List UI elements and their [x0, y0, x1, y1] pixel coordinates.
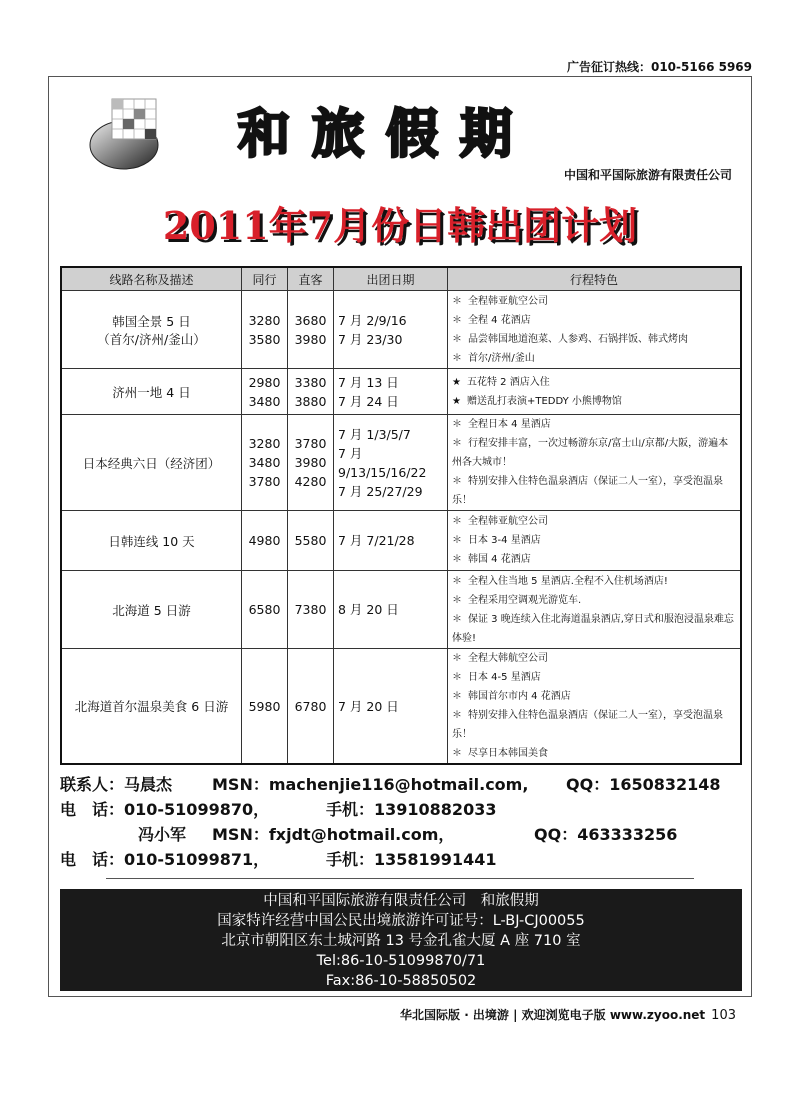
direct-price-cell-line: 3380 — [294, 374, 327, 390]
table-header-row — [61, 267, 741, 291]
header-dates: 出团日期 — [334, 267, 448, 291]
dates-cell-line: 9/13/15/16/22 — [338, 464, 427, 480]
route-cell-line: 济州一地 4 日 — [112, 384, 191, 400]
features-cell — [448, 571, 742, 649]
asterisk-bullet-icon: ＊ — [452, 594, 462, 606]
feature-text: 全程日本 4 星酒店 — [468, 419, 551, 430]
contact-row — [60, 847, 750, 872]
feature-text: 全程韩亚航空公司 — [468, 516, 548, 527]
dates-cell — [334, 571, 448, 649]
direct-price-cell-line: 3880 — [294, 393, 327, 409]
route-cell-line: 北海道首尔温泉美食 6 日游 — [74, 699, 229, 714]
feature-text: 保证 3 晚连续入住北海道温泉酒店,穿日式和服泡浸温泉难忘体验! — [452, 613, 734, 644]
peer-price-cell — [242, 291, 288, 369]
direct-price-cell-line: 3680 — [294, 312, 327, 328]
peer-price-cell-line: 2980 — [248, 374, 281, 390]
peer-price-cell-line: 6580 — [248, 602, 281, 617]
route-cell — [61, 649, 242, 765]
asterisk-bullet-icon: ＊ — [452, 516, 462, 527]
contact-name: 冯小军 — [138, 825, 187, 844]
asterisk-bullet-icon: ＊ — [452, 691, 462, 702]
direct-price-cell-line: 3980 — [294, 455, 327, 470]
feature-item — [452, 434, 736, 472]
feature-item — [452, 415, 736, 434]
peer-price-cell — [242, 511, 288, 571]
feature-text: 特别安排入住特色温泉酒店（保证二人一室），享受泡温泉乐！ — [452, 476, 723, 506]
feature-text: 特别安排入住特色温泉酒店（保证二人一室），享受泡温泉乐！ — [452, 710, 723, 740]
route-cell — [61, 571, 242, 649]
features-cell — [448, 291, 742, 369]
feature-text: 全程 4 花酒店 — [468, 314, 531, 326]
feature-item — [452, 330, 736, 349]
peer-price-cell-line: 5980 — [248, 698, 281, 714]
feature-item — [452, 668, 736, 687]
feature-item — [452, 311, 736, 330]
feature-item — [452, 550, 736, 569]
contact-qq: QQ：463333256 — [534, 825, 678, 844]
peer-price-cell — [242, 649, 288, 765]
asterisk-bullet-icon: ＊ — [452, 419, 462, 430]
feature-item — [452, 349, 736, 368]
direct-price-cell — [288, 291, 334, 369]
footer-line: 中国和平国际旅游有限责任公司 和旅假期 — [263, 893, 539, 909]
route-cell-line: 北海道 5 日游 — [112, 602, 191, 618]
direct-price-cell-line: 3780 — [294, 436, 327, 451]
contact-msn[interactable]: MSN：fxjdt@hotmail.com， — [212, 825, 455, 844]
direct-price-cell-line: 3980 — [294, 331, 327, 347]
feature-item — [452, 531, 736, 550]
route-cell-line: 日韩连线 10 天 — [108, 533, 195, 549]
dates-cell-line: 7 月 7/21/28 — [338, 533, 415, 548]
asterisk-bullet-icon: ＊ — [452, 295, 462, 307]
dates-cell — [334, 369, 448, 415]
peer-price-cell-line: 3480 — [248, 455, 281, 470]
publication-info[interactable]: 华北国际版 · 出境游 | 欢迎浏览电子版 www.zyoo.net — [400, 1008, 706, 1022]
footer-line: Fax:86-10-58850502 — [325, 973, 477, 989]
feature-text: 日本 4-5 星酒店 — [468, 672, 541, 683]
table-row — [61, 649, 741, 765]
contact-mobile: 手机：13910882033 — [326, 800, 497, 819]
direct-price-cell-line: 7380 — [294, 602, 327, 617]
asterisk-bullet-icon: ＊ — [452, 613, 462, 625]
features-cell — [448, 415, 742, 511]
asterisk-bullet-icon: ＊ — [452, 333, 462, 345]
peer-price-cell-line: 4980 — [248, 533, 281, 548]
asterisk-bullet-icon: ＊ — [452, 535, 462, 546]
tour-schedule-table — [60, 266, 742, 765]
feature-item — [452, 512, 736, 531]
feature-text: 品尝韩国地道泡菜、人参鸡、石锅拌饭、韩式烤肉 — [468, 333, 688, 345]
route-cell — [61, 415, 242, 511]
feature-text: 韩国 4 花酒店 — [468, 554, 531, 565]
dates-cell-line: 7 月 1/3/5/7 — [338, 426, 411, 442]
dates-cell-line: 8 月 20 日 — [338, 602, 399, 617]
route-cell-line: 韩国全景 5 日 — [112, 313, 191, 329]
peer-price-cell — [242, 571, 288, 649]
page-title: 2011年7月份日韩出团计划 — [162, 203, 638, 248]
feature-item — [452, 572, 736, 591]
footer-line: Tel:86-10-51099870/71 — [316, 953, 486, 969]
header-route: 线路名称及描述 — [61, 267, 242, 291]
table-row — [61, 369, 741, 415]
table-row — [61, 571, 741, 649]
feature-item — [452, 744, 736, 763]
feature-text: 全程入住当地 5 星酒店.全程不入住机场酒店! — [468, 575, 668, 587]
route-cell-line: （首尔/济州/釜山） — [97, 331, 206, 347]
route-cell — [61, 511, 242, 571]
table-row — [61, 291, 741, 369]
feature-text: 尽享日本韩国美食 — [468, 748, 548, 759]
feature-text: 首尔/济州/釜山 — [468, 352, 535, 364]
contact-phone: 电 话：010-51099871， — [60, 850, 270, 869]
feature-text: 全程韩亚航空公司 — [468, 295, 548, 307]
header-features: 行程特色 — [448, 267, 742, 291]
asterisk-bullet-icon: ＊ — [452, 554, 462, 565]
direct-price-cell-line: 6780 — [294, 698, 327, 714]
asterisk-bullet-icon: ＊ — [452, 748, 462, 759]
contact-phone: 电 话：010-51099870， — [60, 800, 270, 819]
footer-line: 北京市朝阳区东土城河路 13 号金孔雀大厦 A 座 710 室 — [221, 933, 581, 949]
table-row — [61, 511, 741, 571]
route-cell-line: 日本经典六日（经济团） — [82, 455, 221, 471]
asterisk-bullet-icon: ＊ — [452, 438, 462, 449]
footer-line: 国家特许经营中国公民出境旅游许可证号：L-BJ-CJ00055 — [217, 913, 585, 929]
globe-logo-icon — [86, 95, 166, 175]
asterisk-bullet-icon: ＊ — [452, 314, 462, 326]
contact-msn[interactable]: MSN：machenjie116@hotmail.com, — [212, 775, 529, 794]
dates-cell-line: 7 月 24 日 — [338, 393, 399, 409]
peer-price-cell-line: 3280 — [248, 312, 281, 328]
dates-cell-line: 7 月 13 日 — [338, 374, 399, 390]
contact-name: 联系人：马晨杰 — [60, 775, 173, 794]
ad-hotline: 广告征订热线：010-5166 5969 — [566, 60, 752, 74]
star-bullet-icon: ★ — [452, 376, 461, 388]
feature-item — [452, 706, 736, 744]
header-peer-price: 同行 — [242, 267, 288, 291]
contact-row — [60, 772, 750, 797]
contacts-block — [60, 772, 750, 872]
dates-cell-line: 7 月 2/9/16 — [338, 312, 407, 328]
asterisk-bullet-icon: ＊ — [452, 575, 462, 587]
contact-row — [60, 797, 750, 822]
feature-item — [452, 687, 736, 706]
feature-item — [452, 292, 736, 311]
peer-price-cell-line: 3480 — [248, 393, 281, 409]
route-cell — [61, 291, 242, 369]
asterisk-bullet-icon: ＊ — [452, 476, 462, 487]
feature-item — [452, 649, 736, 668]
page-number: 103 — [711, 1008, 736, 1023]
dates-cell-line: 7 月 20 日 — [338, 698, 399, 714]
feature-text: 行程安排丰富，一次过畅游东京/富士山/京都/大阪，游遍本州各大城市！ — [452, 438, 729, 468]
direct-price-cell — [288, 415, 334, 511]
feature-item — [452, 373, 736, 392]
direct-price-cell-line: 4280 — [294, 474, 327, 489]
dates-cell — [334, 511, 448, 571]
asterisk-bullet-icon: ＊ — [452, 672, 462, 683]
feature-item — [452, 591, 736, 610]
peer-price-cell-line: 3280 — [248, 436, 281, 451]
company-name: 中国和平国际旅游有限责任公司 — [563, 168, 732, 182]
peer-price-cell-line: 3580 — [248, 331, 281, 347]
peer-price-cell — [242, 369, 288, 415]
feature-item — [452, 610, 736, 648]
direct-price-cell-line: 5580 — [294, 533, 327, 548]
direct-price-cell — [288, 571, 334, 649]
company-footer — [60, 889, 742, 991]
features-cell — [448, 369, 742, 415]
table-row — [61, 415, 741, 511]
dates-cell — [334, 291, 448, 369]
feature-text: 全程大韩航空公司 — [468, 653, 548, 664]
page-footer — [400, 1006, 736, 1023]
direct-price-cell — [288, 369, 334, 415]
peer-price-cell-line: 3780 — [248, 474, 281, 489]
direct-price-cell — [288, 511, 334, 571]
feature-text: 全程采用空调观光游览车. — [468, 594, 582, 606]
feature-text: 赠送乱打表演+TEDDY 小熊博物馆 — [466, 395, 622, 407]
features-cell — [448, 511, 742, 571]
dates-cell-line: 7 月 25/27/29 — [338, 483, 423, 499]
asterisk-bullet-icon: ＊ — [452, 710, 462, 721]
feature-text: 日本 3-4 星酒店 — [468, 535, 541, 546]
feature-text: 五花特 2 酒店入住 — [466, 376, 550, 388]
dates-cell — [334, 649, 448, 765]
feature-item — [452, 392, 736, 411]
peer-price-cell — [242, 415, 288, 511]
asterisk-bullet-icon: ＊ — [452, 653, 462, 664]
dates-cell-line: 7 月 — [338, 445, 363, 461]
asterisk-bullet-icon: ＊ — [452, 352, 462, 364]
dates-cell — [334, 415, 448, 511]
header-direct-price: 直客 — [288, 267, 334, 291]
feature-text: 韩国首尔市内 4 花酒店 — [468, 691, 571, 702]
route-cell — [61, 369, 242, 415]
features-cell — [448, 649, 742, 765]
feature-item — [452, 472, 736, 510]
contact-row — [60, 822, 750, 847]
contact-mobile: 手机：13581991441 — [326, 850, 497, 869]
contact-qq: QQ：1650832148 — [566, 775, 721, 794]
direct-price-cell — [288, 649, 334, 765]
star-bullet-icon: ★ — [452, 395, 461, 407]
dates-cell-line: 7 月 23/30 — [338, 331, 403, 347]
divider — [106, 878, 694, 879]
brand-name: 和旅假期 — [238, 104, 535, 165]
